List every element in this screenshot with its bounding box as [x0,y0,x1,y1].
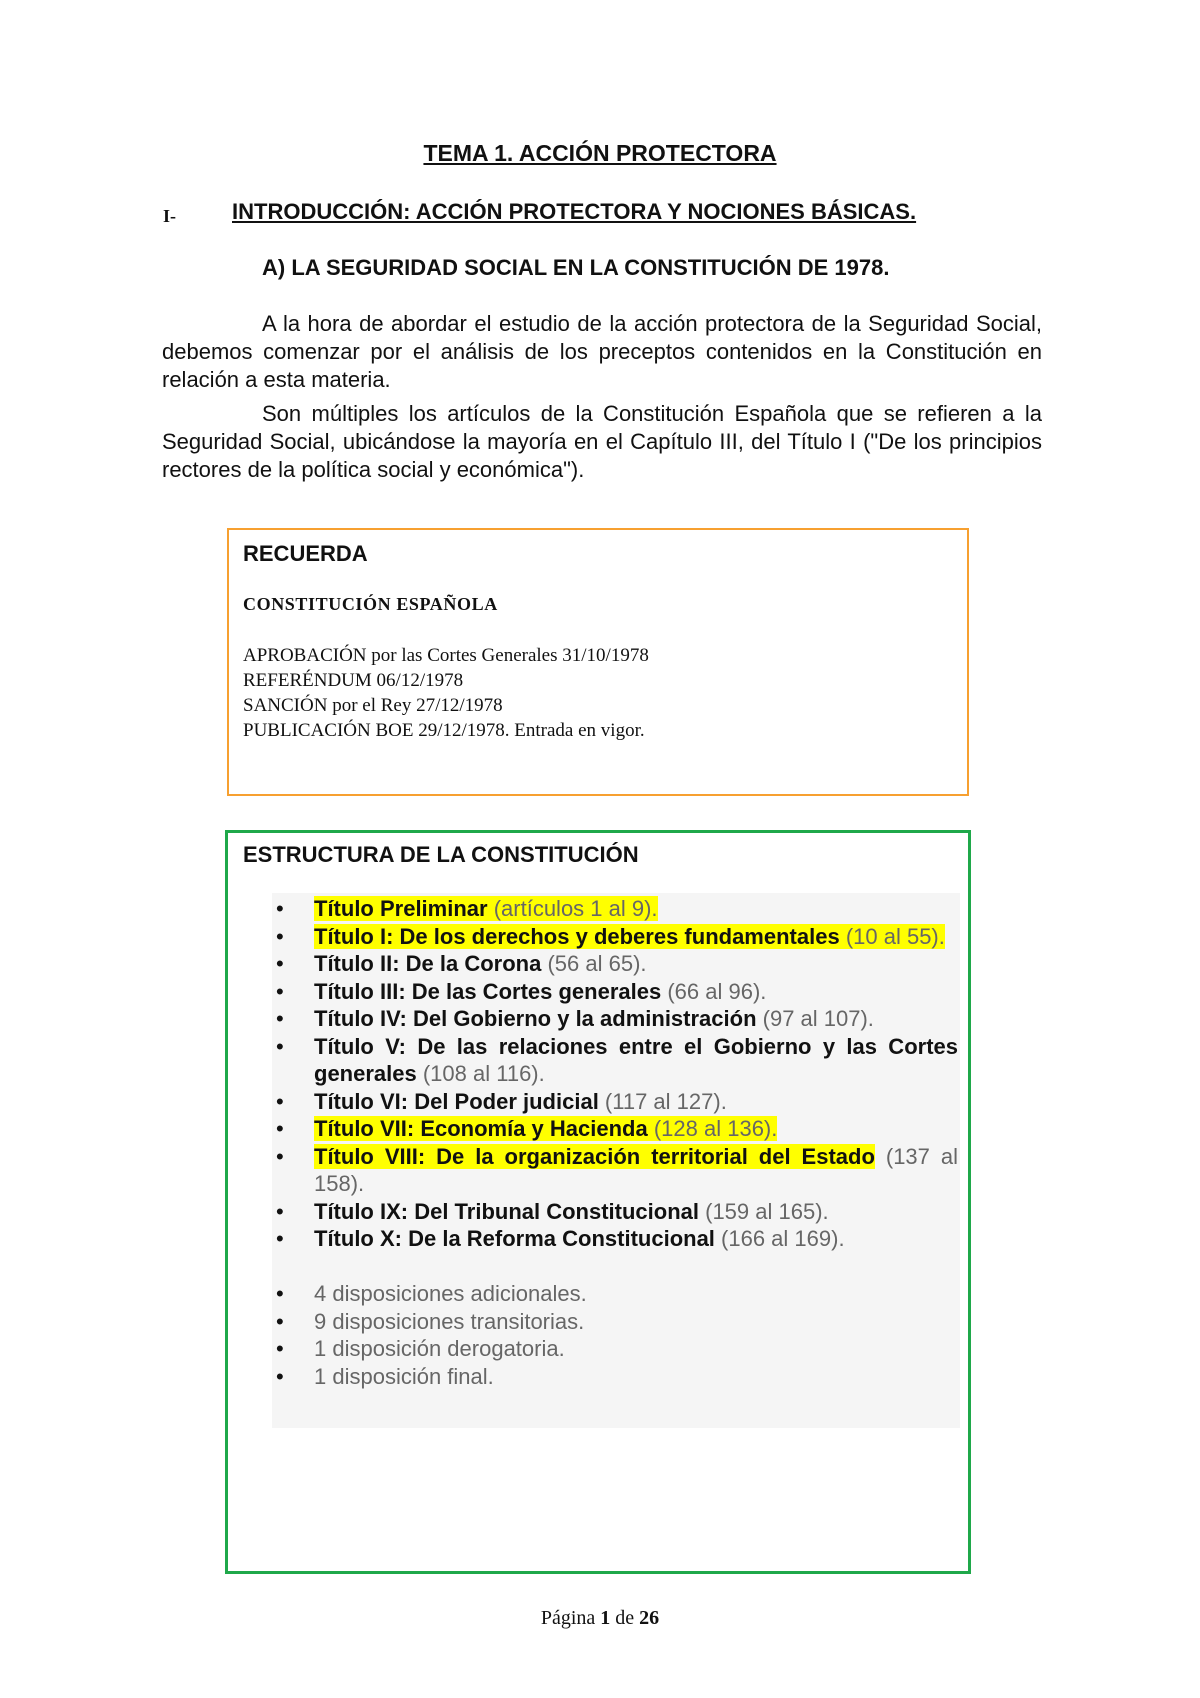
bullet-icon: • [276,896,284,921]
titulo-text [314,1144,958,1197]
date-line: APROBACIÓN por las Cortes Generales 31/10/1978 [243,645,649,666]
titulo-text [314,979,766,1004]
titulo-name: Título III: De las Cortes generales [314,978,662,1004]
page-total: 26 [639,1607,660,1629]
disposicion-item [272,1308,958,1336]
titulo-name: Título V: De las relaciones entre el Gobierno y las Cortes generales [314,1033,958,1086]
titulo-item [272,1198,958,1226]
titulo-text [314,1006,874,1031]
paragraph: A la hora de abordar el estudio de la acción protectora de la Seguridad Social, debemos comenzar por el análisis de los preceptos contenidos en la Constitución en relación a esta materia. [162,311,1042,392]
bullet-icon: • [276,1198,284,1224]
constitucion-dates [243,643,649,743]
titulo-text [314,1089,727,1114]
bullet-icon: • [276,1226,284,1251]
titulo-name: Título Preliminar [314,896,488,921]
titulo-item [272,923,958,951]
titulo-item [272,1143,958,1198]
titulo-item [272,1033,958,1088]
bullet-icon: • [276,951,284,976]
disposicion-item [272,1335,958,1363]
date-line: SANCIÓN por el Rey 27/12/1978 [243,695,503,716]
footer-prefix: Página [540,1607,601,1629]
titulo-text [314,1226,845,1251]
titulo-range: (56 al 65). [541,951,647,976]
titulo-item [272,1005,958,1033]
titulo-name: Título VII: Economía y Hacienda [314,1116,648,1141]
disposicion-text: 1 disposición final. [314,1363,494,1389]
list-spacer [272,1253,958,1281]
footer-middle: de [610,1607,640,1629]
titulo-text [314,1199,829,1224]
bullet-icon: • [276,1143,284,1169]
document-title: TEMA 1. ACCIÓN PROTECTORA [423,140,777,166]
titulo-item [272,950,958,978]
date-line: REFERÉNDUM 06/12/1978 [243,670,464,691]
bullet-icon: • [276,1281,284,1306]
titulo-range: (159 al 165). [699,1198,829,1224]
titulo-text [314,1034,958,1087]
titulo-item [272,1115,958,1143]
disposicion-item [272,1280,958,1308]
titulo-name: Título VI: Del Poder judicial [314,1088,599,1114]
titulo-range: (137 al 158). [314,1143,958,1196]
titulo-item [272,1088,958,1116]
bullet-icon: • [276,1033,284,1059]
titulo-text [314,1116,777,1141]
titulo-range: (108 al 116). [416,1061,545,1086]
titulo-item [272,1225,958,1253]
bullet-icon: • [276,923,284,949]
titulo-text [314,951,647,976]
titulo-item [272,895,958,923]
bullet-icon: • [276,1006,284,1031]
estructura-list [272,895,958,1390]
constitucion-heading: CONSTITUCIÓN ESPAÑOLA [243,594,498,614]
disposicion-text: 4 disposiciones adicionales. [314,1281,587,1306]
disposicion-text: 1 disposición derogatoria. [314,1336,565,1361]
page-footer [0,1607,1200,1630]
titulo-name: Título X: De la Reforma Constitucional [314,1226,715,1251]
titulo-text [314,896,658,921]
disposicion-item [272,1363,958,1391]
recuerda-heading: RECUERDA [243,541,368,566]
titulo-name: Título II: De la Corona [314,951,542,976]
bullet-icon: • [276,1308,284,1334]
bullet-icon: • [276,1336,284,1361]
titulo-name: Título VIII: De la organización territorial del Estado [314,1143,875,1169]
titulo-range: (117 al 127). [598,1088,727,1114]
section-number: I- [163,206,176,226]
subsection-title: A) LA SEGURIDAD SOCIAL EN LA CONSTITUCIÓN DE 1978. [262,255,890,280]
paragraph: Son múltiples los artículos de la Constitución Española que se refieren a la Seguridad Social, ubicándose la mayoría en el Capítulo III, del Título I ("De los principios rectores de la política social y económica"). [162,401,1042,482]
titulo-name: Título IV: Del Gobierno y la administración [314,1006,757,1031]
date-line: PUBLICACIÓN BOE 29/12/1978. Entrada en vigor. [243,720,645,741]
titulo-range: (128 al 136). [647,1116,778,1141]
titulo-range: (97 al 107). [756,1006,874,1031]
estructura-heading: ESTRUCTURA DE LA CONSTITUCIÓN [243,842,639,867]
bullet-icon: • [276,1088,284,1114]
page-number: 1 [600,1607,611,1629]
titulo-range: (66 al 96). [661,978,767,1004]
titulo-name: Título I: De los derechos y deberes fundamentales [314,923,840,949]
titulo-range: (artículos 1 al 9). [487,896,658,921]
disposicion-text: 9 disposiciones transitorias. [314,1308,585,1334]
titulo-text [314,924,945,949]
titulo-name: Título IX: Del Tribunal Constitucional [314,1198,699,1224]
titulo-item [272,978,958,1006]
titulo-range: (166 al 169). [714,1226,845,1251]
bullet-icon: • [276,1363,284,1389]
bullet-icon: • [276,1116,284,1141]
titulo-range: (10 al 55). [839,923,945,949]
bullet-icon: • [276,978,284,1004]
section-title: INTRODUCCIÓN: ACCIÓN PROTECTORA Y NOCIONES BÁSICAS. [232,199,917,224]
